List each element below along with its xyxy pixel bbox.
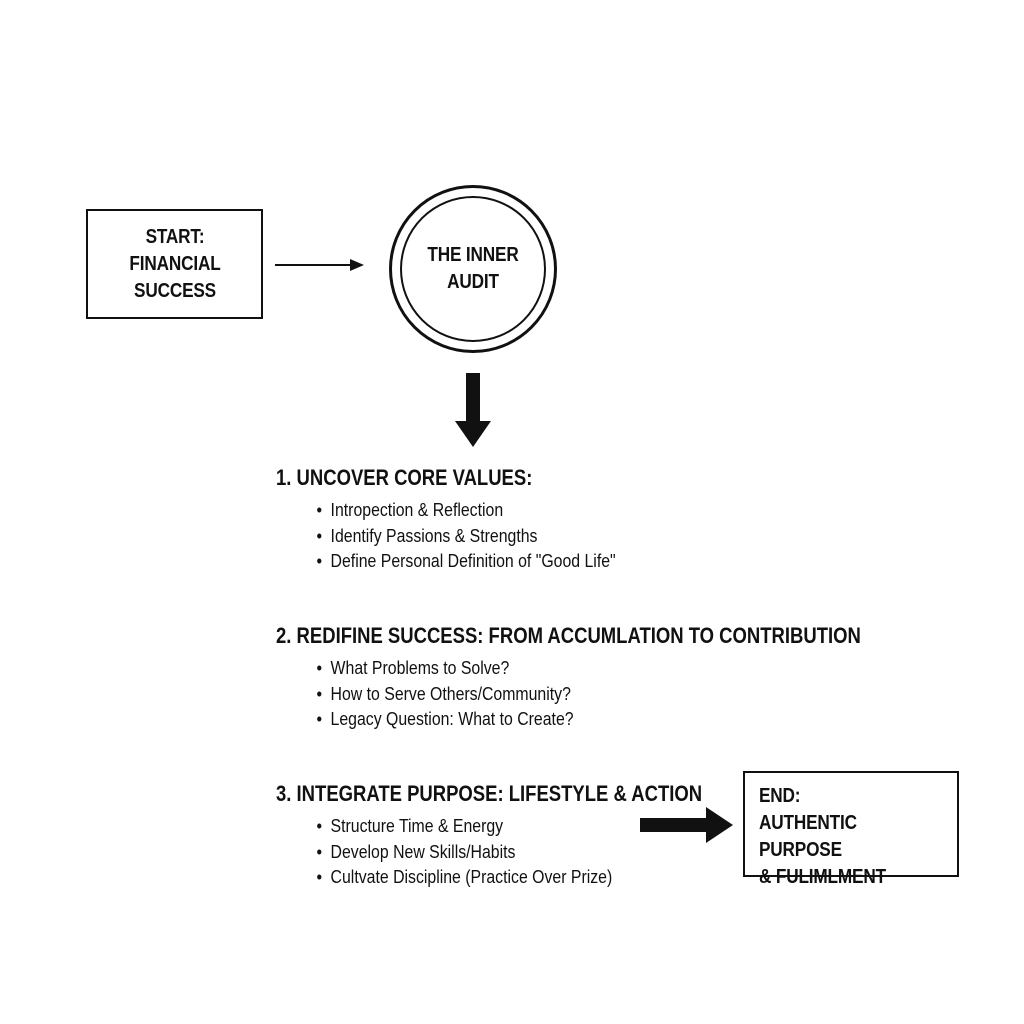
list-item: • Legacy Question: What to Create? (276, 707, 889, 733)
bullet-icon: • (316, 500, 323, 520)
arrow-start-to-audit (275, 259, 364, 271)
list-item: • Develop New Skills/Habits (276, 840, 722, 866)
list-item: • Structure Time & Energy (276, 814, 722, 840)
step-2-title: 2. REDIFINE SUCCESS: FROM ACCUMLATION TO CONTRIBUTION (276, 623, 861, 648)
list-item: • Cultvate Discipline (Practice Over Prize) (276, 865, 722, 891)
step-3-list (276, 814, 783, 891)
inner-audit-label: THE INNER AUDIT (427, 244, 519, 293)
step-1-list (276, 498, 662, 575)
step-1 (276, 464, 662, 575)
list-item: • How to Serve Others/Community? (276, 682, 889, 708)
bullet-icon: • (316, 683, 323, 704)
list-item: • What Problems to Solve? (276, 656, 889, 682)
step-3 (276, 780, 783, 891)
step-1-title: 1. UNCOVER CORE VALUES: (276, 465, 533, 490)
step-2-list (276, 656, 972, 733)
bullet-icon: • (316, 867, 323, 887)
bullet-icon: • (316, 816, 323, 836)
end-node (743, 771, 959, 888)
step-3-title: 3. INTEGRATE PURPOSE: LIFESTYLE & ACTION (276, 781, 703, 806)
arrow-audit-to-steps (455, 373, 491, 447)
bullet-icon: • (316, 841, 323, 862)
end-node-line-3: & FULIMLMENT (759, 866, 886, 888)
list-item: • Intropection & Reflection (276, 498, 616, 524)
start-node-label: START: FINANCIAL SUCCESS (128, 225, 221, 302)
bullet-icon: • (316, 551, 323, 571)
inner-audit-node (400, 196, 546, 342)
end-node-line-2: AUTHENTIC PURPOSE (759, 812, 857, 861)
end-node-line-1: END: (759, 785, 801, 807)
list-item: • Identify Passions & Strengths (276, 524, 616, 550)
bullet-icon: • (316, 709, 323, 729)
list-item: • Define Personal Definition of "Good Life" (276, 549, 616, 575)
step-2 (276, 622, 972, 733)
bullet-icon: • (316, 525, 323, 546)
bullet-icon: • (316, 658, 323, 678)
